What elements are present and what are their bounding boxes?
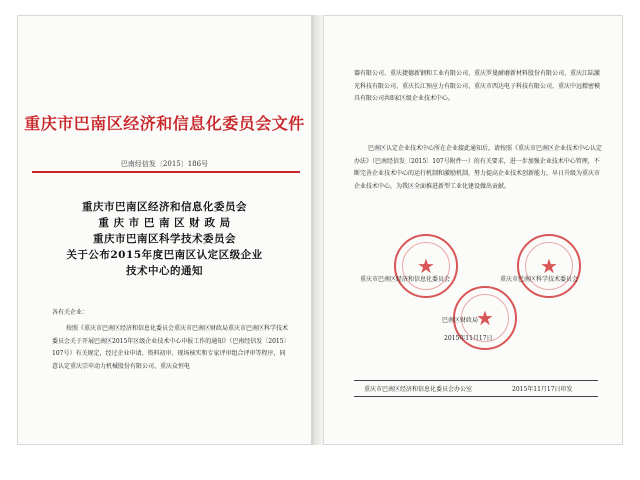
footer-divider [354,396,598,397]
right-page [323,15,623,445]
left-page [17,15,314,445]
footer-issuer: 重庆市巴南区经济和信息化委员会办公室 [364,386,473,393]
title-line: 关于公布2015年度巴南区认定区级企业 [66,249,263,261]
page-gutter [314,15,323,445]
sign-date: 2015年11月17日 [444,335,493,342]
star-icon: ★ [476,306,494,330]
signatory: 巴南区财政局 [442,317,479,324]
body-paragraph-continued: 器有限公司、重庆捷德新钢和工业有限公司、重庆罗曼耐磨新材料股份有限公司、重庆江陆激光科技有限公司、重庆长江预应力有限公司、重庆市西达电子科技有限公司、重庆中远精密模具有限公司共8家区级企业技术中心。 [354,70,601,103]
title-line: 重庆市巴南区经济和信息化委员会 [82,201,247,213]
signatory: 重庆市巴南区经济和信息化委员会 [360,276,451,283]
red-seal-stamp [394,234,458,298]
header-red-rule [32,171,300,173]
footer-date: 2015年11月17日印发 [512,386,573,393]
document-header-title: 重庆市巴南区经济和信息化委员会文件 [24,114,305,133]
notice-title [18,199,311,279]
document-number: 巴南经信发〔2015〕186号 [120,160,209,168]
body-paragraph: 巴南区认定企业技术中心所在企业接此通知后，请按照《重庆市巴南区企业技术中心认定办法》（巴南经信发〔2015〕107号附件一）的有关要求，进一步加强企业技术中心管理，不断完善企业技术中心的运行机制和激励机制，努力提高企业技术创新能力，早日升级为重庆市企业技术中心，为我区全面推进新型工业化建设做出贡献。 [354,145,603,190]
red-seal-stamp [517,234,581,298]
star-icon: ★ [540,254,558,278]
title-line: 重 庆 市 巴 南 区 财 政 局 [98,217,231,229]
footer-divider [354,380,598,381]
signatory: 重庆市巴南区科学技术委员会 [500,276,579,283]
star-icon: ★ [417,254,435,278]
salutation: 各有关企业： [52,309,89,316]
body-paragraph: 按照《重庆市巴南区经济和信息化委员会重庆市巴南区财政局重庆市巴南区科学技术委员会关于开展巴南区2015年区级企业技术中心申报工作的通知》（巴南经信发〔2015〕107号）有关规定，经过企业申请、资料初审、现场核实和专家评审组合评审等程序，同意认定重庆宗申动力机械股份有限公司、重庆众恒电 [52,325,290,370]
title-line: 重庆市巴南区科学技术委员会 [93,233,236,245]
title-line: 技术中心的通知 [126,265,203,277]
